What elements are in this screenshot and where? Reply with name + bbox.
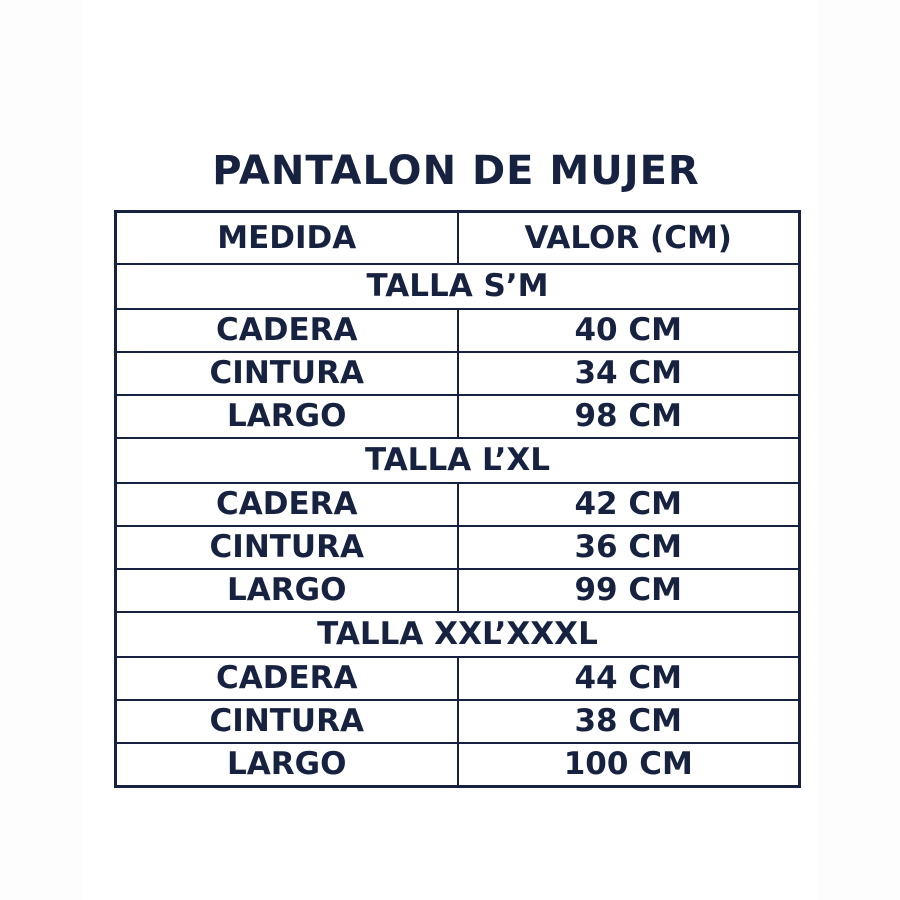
table-row — [116, 700, 800, 743]
table-row — [116, 309, 800, 352]
measure-cell: CINTURA — [116, 526, 458, 569]
measure-cell: CADERA — [116, 657, 458, 700]
page-title: PANTALON DE MUJER — [212, 148, 700, 194]
size-group-label: TALLA L’XL — [116, 438, 800, 483]
table-row — [116, 526, 800, 569]
value-cell: 34 CM — [458, 352, 800, 395]
size-group-row — [116, 438, 800, 483]
value-cell: 38 CM — [458, 700, 800, 743]
table-row — [116, 352, 800, 395]
measure-cell: LARGO — [116, 569, 458, 612]
table-row — [116, 657, 800, 700]
column-header-measure: MEDIDA — [116, 212, 458, 265]
size-table — [114, 210, 801, 788]
value-cell: 98 CM — [458, 395, 800, 438]
table-header-row — [116, 212, 800, 265]
value-cell: 42 CM — [458, 483, 800, 526]
value-cell: 99 CM — [458, 569, 800, 612]
table-row — [116, 483, 800, 526]
table-row — [116, 569, 800, 612]
size-group-label: TALLA XXL’XXXL — [116, 612, 800, 657]
value-cell: 36 CM — [458, 526, 800, 569]
value-cell: 40 CM — [458, 309, 800, 352]
measure-cell: LARGO — [116, 743, 458, 787]
value-cell: 44 CM — [458, 657, 800, 700]
size-group-row — [116, 612, 800, 657]
size-group-row — [116, 264, 800, 309]
value-cell: 100 CM — [458, 743, 800, 787]
measure-cell: LARGO — [116, 395, 458, 438]
size-group-label: TALLA S’M — [116, 264, 800, 309]
measure-cell: CADERA — [116, 483, 458, 526]
column-header-value: VALOR (CM) — [458, 212, 800, 265]
measure-cell: CINTURA — [116, 352, 458, 395]
measure-cell: CADERA — [116, 309, 458, 352]
measure-cell: CINTURA — [116, 700, 458, 743]
table-row — [116, 743, 800, 787]
table-row — [116, 395, 800, 438]
